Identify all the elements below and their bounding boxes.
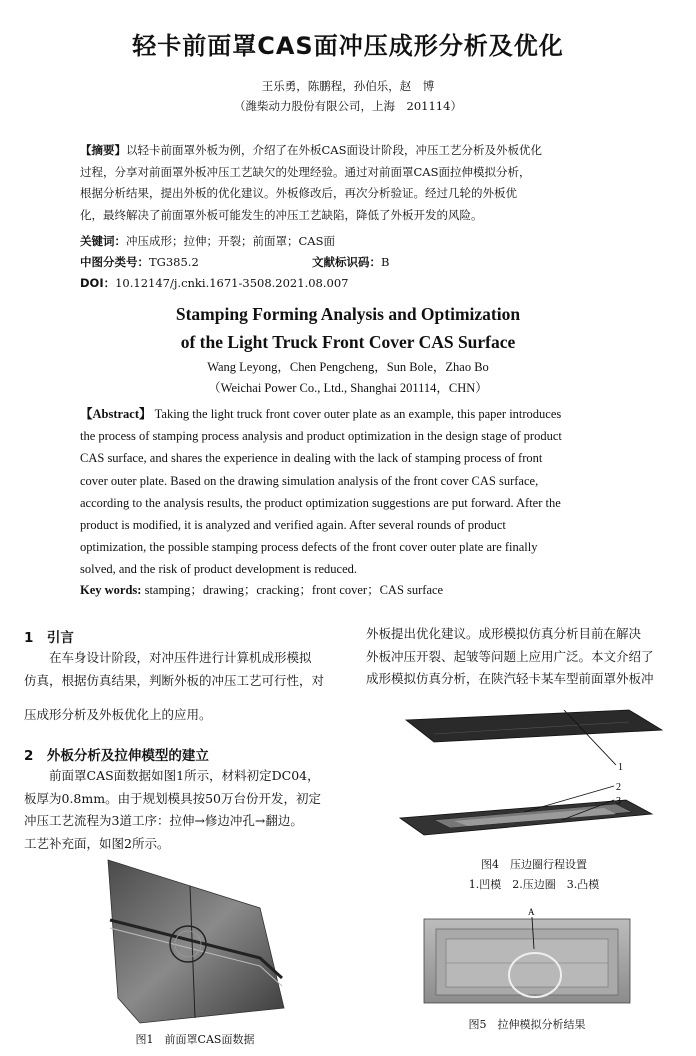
clc-label: 中图分类号：	[80, 255, 149, 269]
body-line: 外板提出优化建议。成形模拟仿真分析目前在解决	[366, 626, 642, 641]
english-title-line: Stamping Forming Analysis and Optimization	[175, 304, 521, 324]
abstract-en-line: the process of stamping process analysis and product optimization in the design stage of product	[80, 429, 562, 444]
clc-number	[80, 254, 199, 270]
doi-value: 10.12147/j.cnki.1671-3508.2021.08.007	[115, 276, 349, 290]
body-line: 成形模拟仿真分析，在陕汽轻卡某车型前面罩外板冲	[366, 671, 654, 686]
paper-title: 轻卡前面罩CAS面冲压成形分析及优化	[132, 32, 564, 60]
abstract-cn-label: 【摘要】	[80, 143, 126, 157]
fig5-label-a: A	[528, 907, 535, 917]
body-line: 压成形分析及外板优化上的应用。	[24, 707, 212, 722]
keywords-en	[80, 580, 443, 598]
doc-code-value: B	[381, 255, 390, 269]
fig4-label-3: 3	[616, 796, 621, 807]
doi-label: DOI：	[80, 276, 116, 290]
abstract-en-line: optimization, the possible stamping process defects of the front cover outer plate are finally	[80, 540, 538, 555]
keywords-cn-label: 关键词：	[80, 234, 126, 248]
keywords-cn-text: 冲压成形；拉伸；开裂；前面罩；CAS面	[126, 234, 335, 248]
right-column-text	[366, 623, 686, 691]
abstract-en-line: solved, and the risk of product development is reduced.	[80, 562, 358, 577]
figure-4-binder-stroke	[394, 700, 674, 840]
fig4-label-2: 2	[616, 782, 621, 793]
clc-value: TG385.2	[149, 255, 199, 269]
doc-code-label: 文献标识码：	[312, 255, 381, 269]
figure-4-caption: 图4 压边圈行程设置	[481, 858, 587, 871]
body-line: 在车身设计阶段，对冲压件进行计算机成形模拟	[49, 650, 312, 665]
english-title	[0, 300, 696, 356]
body-line: 冲压工艺流程为3道工序：拉伸→修边冲孔→翻边。	[24, 813, 303, 828]
authors-cn: 王乐勇，陈鹏程，孙伯乐，赵 博	[261, 79, 435, 93]
figure-1-caption: 图1 前面罩CAS面数据	[135, 1033, 255, 1046]
body-line: 外板冲压开裂、起皱等问题上应用广泛。本文介绍了	[366, 648, 654, 664]
abstract-en-line: CAS surface, and shares the experience in dealing with the lack of stamping process of front	[80, 451, 543, 466]
abstract-cn-line: 根据分析结果，提出外板的优化建议。外板修改后，再次分析验证。经过几轮的外板优	[80, 186, 517, 200]
section-1-heading: 1 引言	[24, 630, 74, 646]
figure-1-cas-surface	[100, 858, 290, 1028]
keywords-cn	[80, 233, 335, 249]
abstract-cn-line: 以轻卡前面罩外板为例，介绍了在外板CAS面设计阶段，冲压工艺分析及外板优化	[126, 143, 542, 157]
abstract-en-line: according to the analysis results, the product optimization suggestions are put forward. After the	[80, 495, 561, 510]
section-1-body	[24, 647, 354, 692]
body-line: 板厚为0.8mm。由于规划模具按50万台份开发，初定	[24, 790, 321, 806]
abstract-en-line: Taking the light truck front cover outer plate as an example, this paper introduces	[151, 407, 562, 421]
abstract-cn-line: 过程，分享对前面罩外板冲压工艺缺欠的处理经验。通过对前面罩CAS面拉伸模拟分析，	[80, 164, 531, 179]
body-line: 工艺补充面，如图2所示。	[24, 835, 170, 851]
abstract-cn	[80, 140, 628, 226]
abstract-en-line: product is modified, it is analyzed and verified again. After several rounds of product	[80, 518, 506, 533]
abstract-en-line: cover outer plate. Based on the drawing simulation analysis of the front cover CAS surface,	[80, 473, 539, 488]
authors-en: Wang Leyong，Chen Pengcheng，Sun Bole，Zhao Bo	[207, 360, 489, 374]
abstract-en	[80, 403, 628, 581]
affiliation-cn: （潍柴动力股份有限公司，上海 201114）	[234, 99, 462, 113]
figure-5-drawing-result	[422, 905, 632, 1005]
section-2-heading: 2 外板分析及拉伸模型的建立	[24, 748, 209, 764]
abstract-en-label: 【Abstract】	[80, 407, 152, 421]
keywords-en-text: stamping；drawing；cracking；front cover；CAS surface	[141, 583, 444, 597]
doi	[80, 275, 348, 291]
affiliation-en: （Weichai Power Co., Ltd., Shanghai 201114，CHN）	[208, 381, 488, 395]
abstract-cn-line: 化，最终解决了前面罩外板可能发生的冲压工艺缺陷，降低了外板开发的风险。	[80, 207, 483, 222]
body-line: 前面罩CAS面数据如图1所示，材料初定DC04，	[49, 768, 320, 783]
section-2-body	[24, 765, 354, 855]
english-title-line: of the Light Truck Front Cover CAS Surface	[180, 332, 516, 352]
body-line: 仿真，根据仿真结果，判断外板的冲压工艺可行性，对	[24, 672, 325, 688]
fig4-label-1: 1	[618, 762, 623, 773]
keywords-en-label: Key words:	[80, 583, 142, 597]
figure-5-caption: 图5 拉伸模拟分析结果	[468, 1018, 586, 1031]
document-code	[312, 254, 389, 270]
figure-4-legend: 1.凹模 2.压边圈 3.凸模	[468, 878, 600, 891]
